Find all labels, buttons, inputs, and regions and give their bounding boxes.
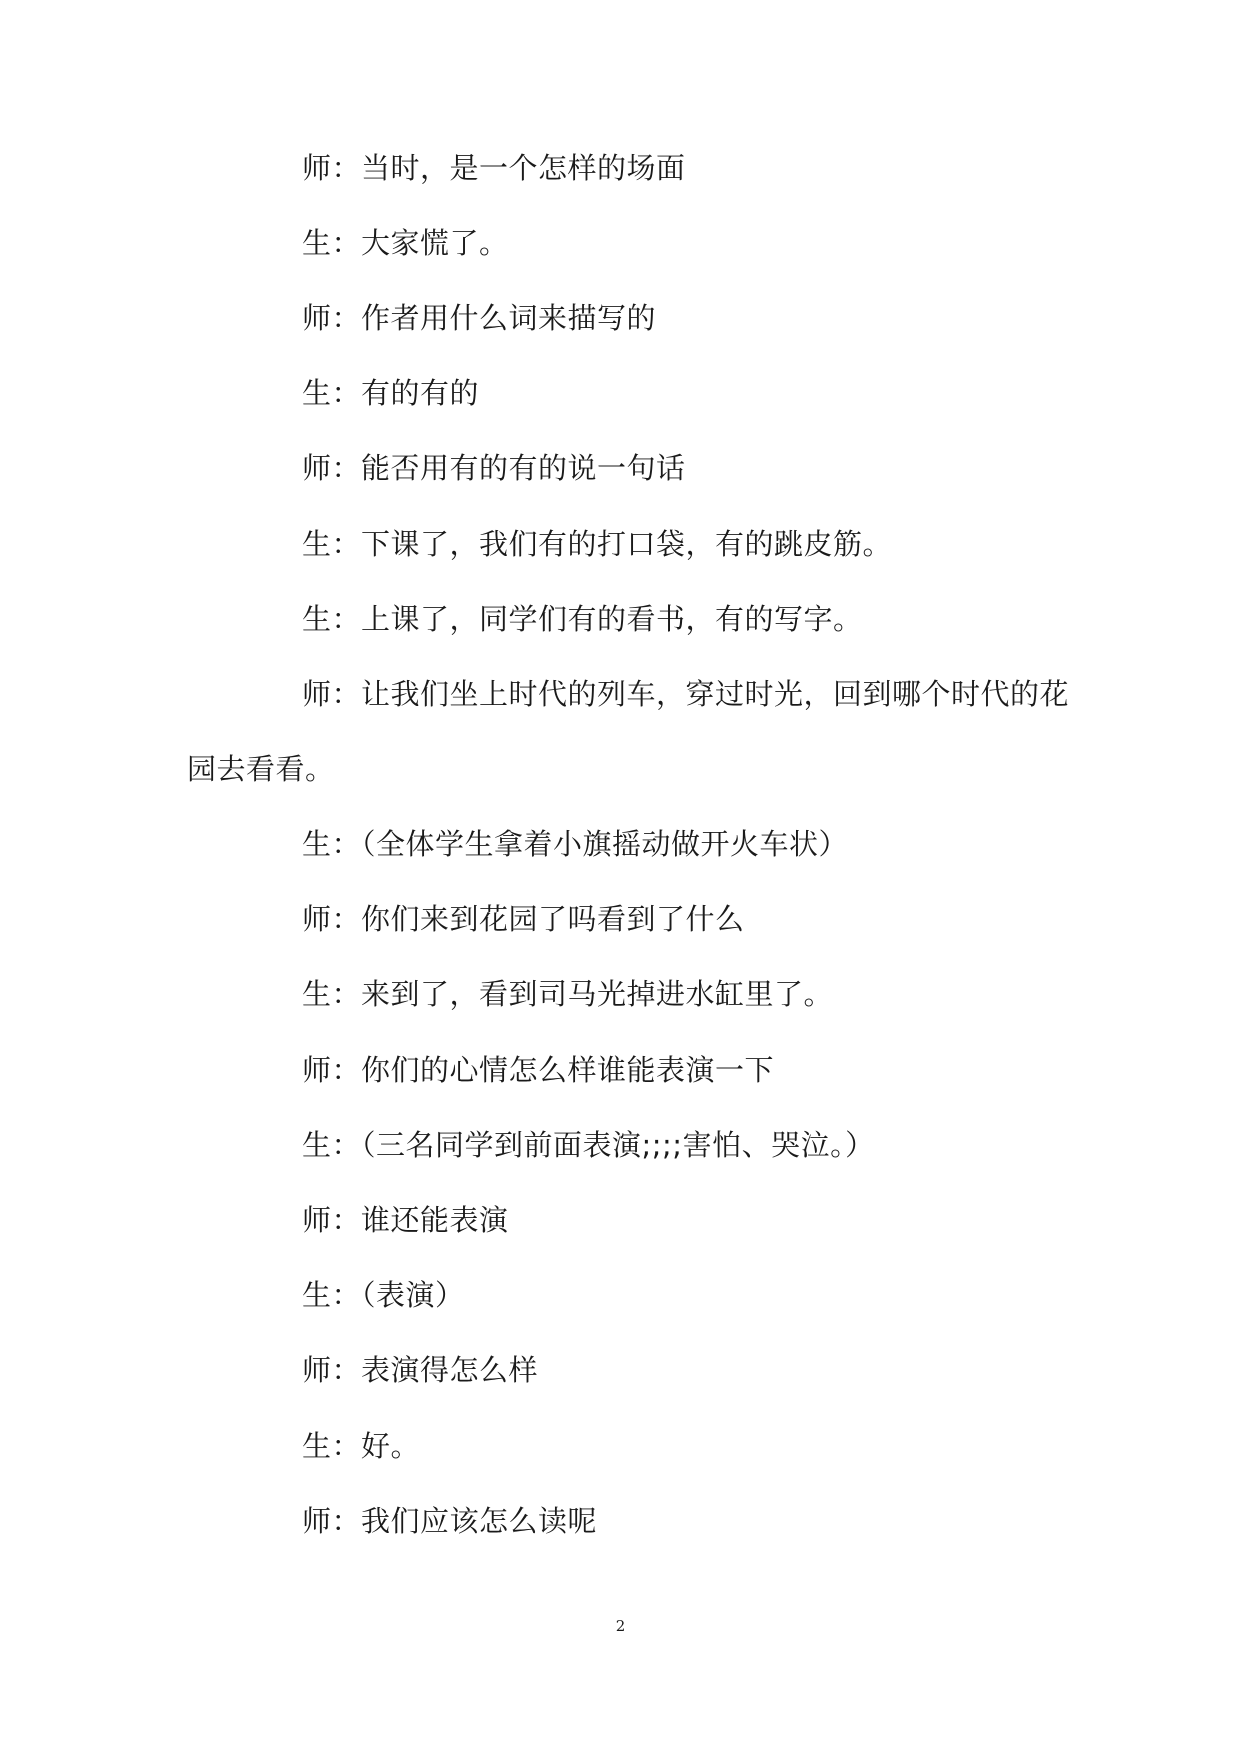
dialogue-line: 生：好。 [302, 1429, 421, 1463]
dialogue-line-continuation: 园去看看。 [187, 752, 335, 786]
dialogue-line: 师：作者用什么词来描写的 [302, 301, 657, 335]
dialogue-line: 生：来到了，看到司马光掉进水缸里了。 [302, 977, 834, 1011]
dialogue-line: 生：有的有的 [302, 376, 480, 410]
dialogue-line: 生：（三名同学到前面表演;;;;害怕、哭泣。） [302, 1128, 875, 1162]
dialogue-line: 师：你们的心情怎么样谁能表演一下 [302, 1053, 775, 1087]
dialogue-line: 师：表演得怎么样 [302, 1353, 539, 1387]
dialogue-line: 生：下课了，我们有的打口袋，有的跳皮筋。 [302, 527, 893, 561]
dialogue-line: 师：当时，是一个怎样的场面 [302, 151, 686, 185]
dialogue-line: 师：你们来到花园了吗看到了什么 [302, 902, 745, 936]
dialogue-line: 生：上课了，同学们有的看书，有的写字。 [302, 602, 863, 636]
dialogue-line: 生：大家慌了。 [302, 226, 509, 260]
dialogue-line: 生：（全体学生拿着小旗摇动做开火车状） [302, 827, 849, 861]
dialogue-line: 师：能否用有的有的说一句话 [302, 451, 686, 485]
page-number: 2 [615, 1617, 626, 1635]
dialogue-line: 生：（表演） [302, 1278, 465, 1312]
dialogue-line: 师：我们应该怎么读呢 [302, 1504, 598, 1538]
dialogue-line: 师：谁还能表演 [302, 1203, 509, 1237]
dialogue-line: 师：让我们坐上时代的列车，穿过时光，回到哪个时代的花 [302, 677, 1070, 711]
